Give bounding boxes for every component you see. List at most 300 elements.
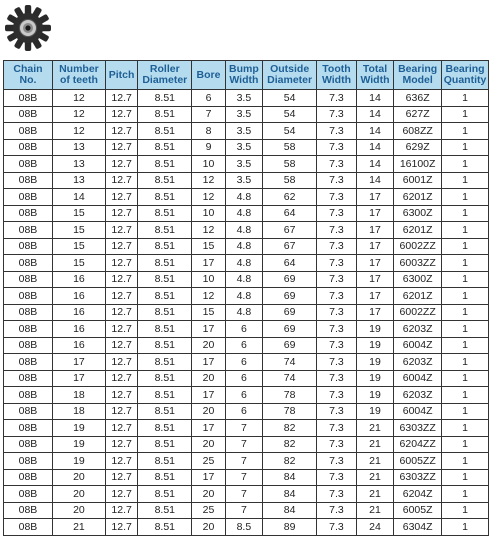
table-row bbox=[4, 304, 489, 321]
table-cell: 08B bbox=[4, 519, 53, 536]
table-cell: 7 bbox=[225, 420, 262, 437]
table-cell: 16 bbox=[52, 337, 105, 354]
table-cell: 08B bbox=[4, 189, 53, 206]
table-cell: 7.3 bbox=[317, 469, 357, 486]
table-cell: 14 bbox=[52, 189, 105, 206]
table-row bbox=[4, 502, 489, 519]
table-row bbox=[4, 420, 489, 437]
table-row bbox=[4, 337, 489, 354]
table-cell: 7.3 bbox=[317, 123, 357, 140]
table-cell: 1 bbox=[442, 420, 489, 437]
table-cell: 64 bbox=[263, 205, 317, 222]
table-cell: 1 bbox=[442, 337, 489, 354]
table-cell: 1 bbox=[442, 321, 489, 338]
table-cell: 1 bbox=[442, 288, 489, 305]
table-cell: 18 bbox=[52, 403, 105, 420]
table-cell: 14 bbox=[356, 90, 393, 107]
table-cell: 8.51 bbox=[138, 106, 192, 123]
header-roller-diameter: Roller Diameter bbox=[138, 61, 192, 90]
table-cell: 12.7 bbox=[105, 403, 137, 420]
table-cell: 15 bbox=[52, 255, 105, 272]
table-cell: 1 bbox=[442, 139, 489, 156]
table-cell: 17 bbox=[52, 370, 105, 387]
table-cell: 12 bbox=[192, 288, 225, 305]
table-cell: 8.51 bbox=[138, 255, 192, 272]
table-cell: 6201Z bbox=[394, 222, 442, 239]
table-cell: 10 bbox=[192, 205, 225, 222]
table-cell: 6001Z bbox=[394, 172, 442, 189]
table-cell: 08B bbox=[4, 337, 53, 354]
table-cell: 6005ZZ bbox=[394, 453, 442, 470]
table-cell: 7.3 bbox=[317, 156, 357, 173]
bore-hole bbox=[25, 25, 30, 30]
table-cell: 6204ZZ bbox=[394, 436, 442, 453]
table-cell: 08B bbox=[4, 139, 53, 156]
table-cell: 6002ZZ bbox=[394, 304, 442, 321]
table-row bbox=[4, 90, 489, 107]
table-cell: 14 bbox=[356, 139, 393, 156]
table-cell: 74 bbox=[263, 354, 317, 371]
table-cell: 1 bbox=[442, 453, 489, 470]
table-cell: 08B bbox=[4, 172, 53, 189]
table-row bbox=[4, 123, 489, 140]
table-cell: 6203Z bbox=[394, 354, 442, 371]
table-cell: 12.7 bbox=[105, 156, 137, 173]
table-cell: 8.5 bbox=[225, 519, 262, 536]
table-cell: 08B bbox=[4, 403, 53, 420]
table-cell: 1 bbox=[442, 222, 489, 239]
table-cell: 8.51 bbox=[138, 354, 192, 371]
table-cell: 21 bbox=[356, 469, 393, 486]
table-cell: 20 bbox=[192, 403, 225, 420]
table-cell: 15 bbox=[52, 205, 105, 222]
table-cell: 7.3 bbox=[317, 255, 357, 272]
table-cell: 62 bbox=[263, 189, 317, 206]
table-cell: 12.7 bbox=[105, 271, 137, 288]
table-cell: 8.51 bbox=[138, 337, 192, 354]
table-cell: 8.51 bbox=[138, 387, 192, 404]
table-cell: 13 bbox=[52, 172, 105, 189]
table-cell: 8.51 bbox=[138, 156, 192, 173]
table-row bbox=[4, 106, 489, 123]
table-cell: 19 bbox=[356, 370, 393, 387]
table-cell: 19 bbox=[356, 354, 393, 371]
table-cell: 8.51 bbox=[138, 420, 192, 437]
table-cell: 1 bbox=[442, 403, 489, 420]
table-cell: 6203Z bbox=[394, 387, 442, 404]
table-cell: 21 bbox=[356, 453, 393, 470]
table-cell: 8.51 bbox=[138, 502, 192, 519]
table-cell: 6002ZZ bbox=[394, 238, 442, 255]
table-cell: 3.5 bbox=[225, 106, 262, 123]
table-cell: 3.5 bbox=[225, 90, 262, 107]
table-cell: 78 bbox=[263, 403, 317, 420]
table-cell: 12 bbox=[52, 90, 105, 107]
table-cell: 21 bbox=[356, 502, 393, 519]
table-cell: 17 bbox=[192, 387, 225, 404]
table-cell: 16100Z bbox=[394, 156, 442, 173]
table-cell: 17 bbox=[192, 469, 225, 486]
table-cell: 12.7 bbox=[105, 453, 137, 470]
table-cell: 1 bbox=[442, 486, 489, 503]
table-cell: 13 bbox=[52, 139, 105, 156]
table-cell: 19 bbox=[52, 436, 105, 453]
table-cell: 20 bbox=[192, 337, 225, 354]
table-cell: 1 bbox=[442, 370, 489, 387]
table-cell: 7.3 bbox=[317, 90, 357, 107]
table-cell: 4.8 bbox=[225, 255, 262, 272]
table-cell: 12 bbox=[52, 106, 105, 123]
table-row bbox=[4, 370, 489, 387]
table-cell: 20 bbox=[192, 436, 225, 453]
table-cell: 64 bbox=[263, 255, 317, 272]
table-cell: 7.3 bbox=[317, 222, 357, 239]
table-cell: 20 bbox=[192, 486, 225, 503]
table-cell: 608ZZ bbox=[394, 123, 442, 140]
table-cell: 6201Z bbox=[394, 288, 442, 305]
table-cell: 8.51 bbox=[138, 486, 192, 503]
table-cell: 08B bbox=[4, 238, 53, 255]
table-cell: 58 bbox=[263, 172, 317, 189]
table-cell: 8 bbox=[192, 123, 225, 140]
table-cell: 67 bbox=[263, 238, 317, 255]
table-cell: 69 bbox=[263, 337, 317, 354]
table-cell: 9 bbox=[192, 139, 225, 156]
header-outside-diameter: Outside Diameter bbox=[263, 61, 317, 90]
table-cell: 7.3 bbox=[317, 172, 357, 189]
table-row bbox=[4, 321, 489, 338]
table-cell: 19 bbox=[52, 453, 105, 470]
table-cell: 17 bbox=[192, 255, 225, 272]
table-row bbox=[4, 288, 489, 305]
table-row bbox=[4, 156, 489, 173]
table-row bbox=[4, 222, 489, 239]
table-cell: 7 bbox=[225, 502, 262, 519]
table-cell: 8.51 bbox=[138, 370, 192, 387]
table-cell: 58 bbox=[263, 156, 317, 173]
table-cell: 4.8 bbox=[225, 304, 262, 321]
table-cell: 1 bbox=[442, 90, 489, 107]
table-cell: 24 bbox=[356, 519, 393, 536]
table-cell: 20 bbox=[52, 469, 105, 486]
table-row bbox=[4, 436, 489, 453]
table-cell: 7.3 bbox=[317, 486, 357, 503]
table-cell: 12 bbox=[192, 172, 225, 189]
table-cell: 08B bbox=[4, 453, 53, 470]
table-cell: 12.7 bbox=[105, 90, 137, 107]
table-cell: 17 bbox=[356, 189, 393, 206]
table-cell: 8.51 bbox=[138, 321, 192, 338]
table-cell: 08B bbox=[4, 255, 53, 272]
table-cell: 17 bbox=[356, 271, 393, 288]
table-cell: 08B bbox=[4, 304, 53, 321]
table-cell: 6003ZZ bbox=[394, 255, 442, 272]
table-cell: 25 bbox=[192, 502, 225, 519]
spec-table bbox=[3, 60, 489, 536]
table-cell: 19 bbox=[356, 403, 393, 420]
table-cell: 3.5 bbox=[225, 172, 262, 189]
table-cell: 08B bbox=[4, 222, 53, 239]
table-cell: 7.3 bbox=[317, 370, 357, 387]
table-cell: 20 bbox=[52, 486, 105, 503]
header-bearing-model: Bearing Model bbox=[394, 61, 442, 90]
table-cell: 7.3 bbox=[317, 139, 357, 156]
table-cell: 7.3 bbox=[317, 337, 357, 354]
table-cell: 12.7 bbox=[105, 304, 137, 321]
table-cell: 17 bbox=[356, 222, 393, 239]
table-cell: 84 bbox=[263, 469, 317, 486]
table-cell: 84 bbox=[263, 502, 317, 519]
table-cell: 6303ZZ bbox=[394, 420, 442, 437]
table-row bbox=[4, 255, 489, 272]
table-cell: 08B bbox=[4, 469, 53, 486]
table-cell: 15 bbox=[52, 222, 105, 239]
table-cell: 19 bbox=[356, 321, 393, 338]
table-cell: 8.51 bbox=[138, 519, 192, 536]
table-cell: 12.7 bbox=[105, 337, 137, 354]
table-cell: 08B bbox=[4, 271, 53, 288]
table-cell: 1 bbox=[442, 123, 489, 140]
table-cell: 17 bbox=[52, 354, 105, 371]
table-cell: 7.3 bbox=[317, 304, 357, 321]
table-cell: 7.3 bbox=[317, 106, 357, 123]
table-row bbox=[4, 172, 489, 189]
table-cell: 1 bbox=[442, 469, 489, 486]
table-cell: 6204Z bbox=[394, 486, 442, 503]
table-cell: 12.7 bbox=[105, 222, 137, 239]
table-cell: 08B bbox=[4, 387, 53, 404]
table-cell: 8.51 bbox=[138, 90, 192, 107]
table-cell: 8.51 bbox=[138, 139, 192, 156]
table-cell: 8.51 bbox=[138, 469, 192, 486]
table-cell: 19 bbox=[356, 337, 393, 354]
table-cell: 15 bbox=[52, 238, 105, 255]
sprocket-image bbox=[4, 0, 52, 60]
table-cell: 12.7 bbox=[105, 387, 137, 404]
table-cell: 1 bbox=[442, 189, 489, 206]
table-cell: 21 bbox=[356, 420, 393, 437]
table-cell: 6 bbox=[225, 337, 262, 354]
table-cell: 7.3 bbox=[317, 519, 357, 536]
table-cell: 08B bbox=[4, 370, 53, 387]
table-cell: 6 bbox=[225, 387, 262, 404]
table-cell: 7.3 bbox=[317, 354, 357, 371]
table-cell: 1 bbox=[442, 238, 489, 255]
table-cell: 12.7 bbox=[105, 123, 137, 140]
table-cell: 82 bbox=[263, 420, 317, 437]
table-cell: 12 bbox=[192, 222, 225, 239]
table-cell: 12.7 bbox=[105, 370, 137, 387]
table-cell: 8.51 bbox=[138, 288, 192, 305]
table-cell: 08B bbox=[4, 321, 53, 338]
table-cell: 1 bbox=[442, 205, 489, 222]
table-cell: 1 bbox=[442, 436, 489, 453]
table-cell: 58 bbox=[263, 139, 317, 156]
table-cell: 16 bbox=[52, 321, 105, 338]
table-cell: 17 bbox=[356, 205, 393, 222]
table-cell: 08B bbox=[4, 156, 53, 173]
table-cell: 08B bbox=[4, 123, 53, 140]
table-cell: 54 bbox=[263, 90, 317, 107]
table-cell: 1 bbox=[442, 271, 489, 288]
table-cell: 12.7 bbox=[105, 288, 137, 305]
table-cell: 21 bbox=[52, 519, 105, 536]
table-cell: 7.3 bbox=[317, 189, 357, 206]
table-cell: 636Z bbox=[394, 90, 442, 107]
table-cell: 6303ZZ bbox=[394, 469, 442, 486]
table-cell: 7.3 bbox=[317, 271, 357, 288]
table-cell: 3.5 bbox=[225, 156, 262, 173]
table-cell: 10 bbox=[192, 271, 225, 288]
table-cell: 7.3 bbox=[317, 387, 357, 404]
table-cell: 7.3 bbox=[317, 321, 357, 338]
header-bump-width: Bump Width bbox=[225, 61, 262, 90]
table-cell: 17 bbox=[192, 420, 225, 437]
table-cell: 84 bbox=[263, 486, 317, 503]
table-cell: 6300Z bbox=[394, 271, 442, 288]
table-cell: 7.3 bbox=[317, 420, 357, 437]
table-cell: 17 bbox=[356, 255, 393, 272]
table-cell: 12.7 bbox=[105, 189, 137, 206]
table-cell: 15 bbox=[192, 238, 225, 255]
header-pitch: Pitch bbox=[105, 61, 137, 90]
table-cell: 8.51 bbox=[138, 205, 192, 222]
table-cell: 17 bbox=[356, 304, 393, 321]
table-cell: 67 bbox=[263, 222, 317, 239]
table-cell: 12.7 bbox=[105, 436, 137, 453]
table-cell: 7.3 bbox=[317, 288, 357, 305]
table-row bbox=[4, 189, 489, 206]
table-cell: 7.3 bbox=[317, 453, 357, 470]
table-cell: 19 bbox=[52, 420, 105, 437]
table-cell: 54 bbox=[263, 106, 317, 123]
table-row bbox=[4, 469, 489, 486]
table-cell: 17 bbox=[192, 354, 225, 371]
table-cell: 12.7 bbox=[105, 354, 137, 371]
table-cell: 6304Z bbox=[394, 519, 442, 536]
table-cell: 17 bbox=[356, 238, 393, 255]
table-cell: 8.51 bbox=[138, 304, 192, 321]
table-cell: 12 bbox=[192, 189, 225, 206]
table-cell: 1 bbox=[442, 387, 489, 404]
table-cell: 08B bbox=[4, 354, 53, 371]
table-cell: 20 bbox=[52, 502, 105, 519]
table-cell: 6300Z bbox=[394, 205, 442, 222]
table-cell: 16 bbox=[52, 271, 105, 288]
table-cell: 21 bbox=[356, 486, 393, 503]
sprocket-icon bbox=[4, 0, 52, 60]
table-cell: 7 bbox=[225, 486, 262, 503]
table-cell: 8.51 bbox=[138, 172, 192, 189]
table-cell: 08B bbox=[4, 90, 53, 107]
table-cell: 1 bbox=[442, 304, 489, 321]
table-cell: 4.8 bbox=[225, 222, 262, 239]
table-cell: 82 bbox=[263, 436, 317, 453]
table-cell: 18 bbox=[52, 387, 105, 404]
table-cell: 1 bbox=[442, 255, 489, 272]
table-cell: 12.7 bbox=[105, 172, 137, 189]
table-cell: 7.3 bbox=[317, 238, 357, 255]
table-cell: 19 bbox=[356, 387, 393, 404]
table-cell: 6005Z bbox=[394, 502, 442, 519]
header-number-of-teeth: Number of teeth bbox=[52, 61, 105, 90]
table-cell: 12.7 bbox=[105, 420, 137, 437]
table-cell: 6 bbox=[225, 321, 262, 338]
table-cell: 78 bbox=[263, 387, 317, 404]
table-header-row bbox=[4, 61, 489, 90]
table-cell: 12.7 bbox=[105, 205, 137, 222]
table-cell: 1 bbox=[442, 354, 489, 371]
table-cell: 6004Z bbox=[394, 370, 442, 387]
table-cell: 8.51 bbox=[138, 453, 192, 470]
table-cell: 10 bbox=[192, 156, 225, 173]
table-cell: 6 bbox=[192, 90, 225, 107]
table-cell: 08B bbox=[4, 436, 53, 453]
table-cell: 1 bbox=[442, 106, 489, 123]
table-cell: 4.8 bbox=[225, 238, 262, 255]
table-cell: 08B bbox=[4, 205, 53, 222]
table-cell: 08B bbox=[4, 502, 53, 519]
table-cell: 16 bbox=[52, 288, 105, 305]
table-cell: 7.3 bbox=[317, 403, 357, 420]
table-cell: 6 bbox=[225, 370, 262, 387]
table-cell: 12.7 bbox=[105, 238, 137, 255]
table-cell: 8.51 bbox=[138, 436, 192, 453]
table-body bbox=[4, 90, 489, 536]
header-tooth-width: Tooth Width bbox=[317, 61, 357, 90]
table-cell: 6 bbox=[225, 354, 262, 371]
table-cell: 3.5 bbox=[225, 139, 262, 156]
table-row bbox=[4, 403, 489, 420]
table-cell: 08B bbox=[4, 420, 53, 437]
table-row bbox=[4, 519, 489, 536]
table-cell: 17 bbox=[356, 288, 393, 305]
table-cell: 7 bbox=[225, 436, 262, 453]
table-cell: 12 bbox=[52, 123, 105, 140]
table-cell: 08B bbox=[4, 106, 53, 123]
table-cell: 6004Z bbox=[394, 403, 442, 420]
header-bore: Bore bbox=[192, 61, 225, 90]
table-cell: 7 bbox=[192, 106, 225, 123]
table-cell: 6 bbox=[225, 403, 262, 420]
table-row bbox=[4, 139, 489, 156]
table-cell: 21 bbox=[356, 436, 393, 453]
table-cell: 74 bbox=[263, 370, 317, 387]
header-chain-no: Chain No. bbox=[4, 61, 53, 90]
table-cell: 8.51 bbox=[138, 238, 192, 255]
table-cell: 12.7 bbox=[105, 502, 137, 519]
table-cell: 16 bbox=[52, 304, 105, 321]
table-cell: 8.51 bbox=[138, 123, 192, 140]
table-cell: 6004Z bbox=[394, 337, 442, 354]
table-cell: 20 bbox=[192, 519, 225, 536]
table-cell: 20 bbox=[192, 370, 225, 387]
table-row bbox=[4, 453, 489, 470]
table-cell: 7 bbox=[225, 453, 262, 470]
table-cell: 6203Z bbox=[394, 321, 442, 338]
table-cell: 1 bbox=[442, 156, 489, 173]
table-cell: 1 bbox=[442, 172, 489, 189]
table-cell: 13 bbox=[52, 156, 105, 173]
table-cell: 14 bbox=[356, 123, 393, 140]
table-cell: 14 bbox=[356, 156, 393, 173]
table-cell: 89 bbox=[263, 519, 317, 536]
table-cell: 14 bbox=[356, 172, 393, 189]
table-row bbox=[4, 238, 489, 255]
table-row bbox=[4, 354, 489, 371]
table-cell: 12.7 bbox=[105, 106, 137, 123]
table-cell: 8.51 bbox=[138, 222, 192, 239]
